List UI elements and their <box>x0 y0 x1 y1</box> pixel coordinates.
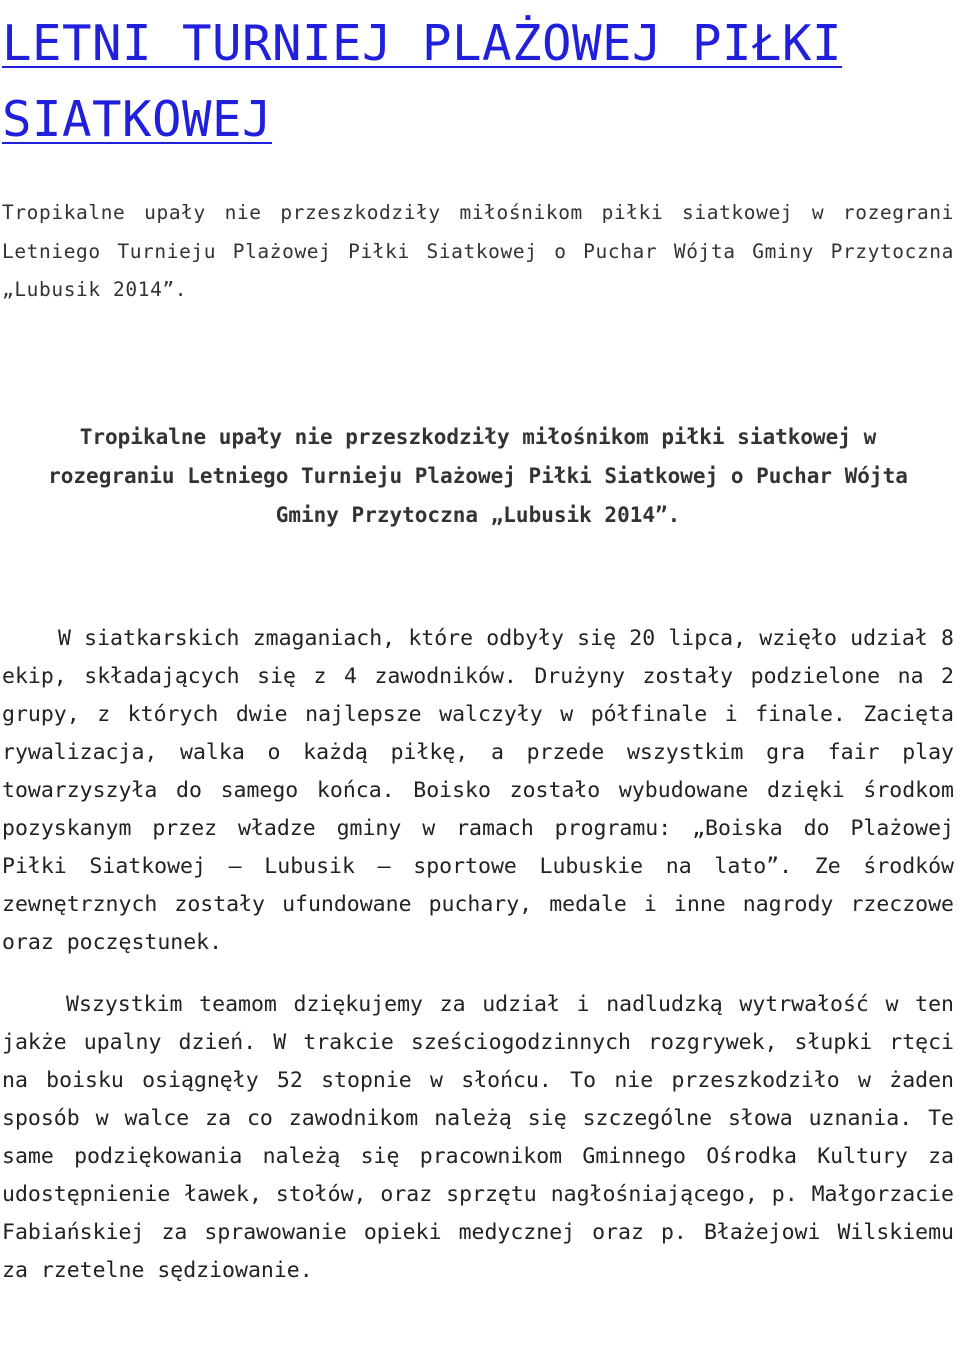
article-paragraph <box>2 986 954 1290</box>
article-paragraph <box>2 620 954 962</box>
paragraph-text: W siatkarskich zmaganiach, które odbyły się 20 lipca, wzięło udział 8 ekip, składających się z 4 zawodników. Drużyny zostały podzielone na 2 grupy, z których dwie najlepsze walczyły w półfinale i finale. Zacięta rywalizacja, walka o każdą piłkę, a przede wszystkim gra fair play towarzyszyła do samego końca. Boisko zostało wybudowane dzięki środkom pozyskanym przez władze gminy w ramach programu: „Boiska do Plażowej Piłki Siatkowej – Lubusik – sportowe Lubuskie na lato”. Ze środków zewnętrznych zostały ufundowane puchary, medale i inne nagrody rzeczowe oraz poczęstunek. <box>2 625 954 955</box>
article-lead: Tropikalne upały nie przeszkodziły miłośnikom piłki siatkowej w rozegraniu Letniego Turnieju Plażowej Piłki Siatkowej o Puchar Wójta Gminy Przytoczna „Lubusik 2014”. <box>48 424 908 527</box>
article-intro: Tropikalne upały nie przeszkodziły miłośnikom piłki siatkowej w rozegrani Letniego Turnieju Plażowej Piłki Siatkowej o Puchar Wójta Gminy Przytoczna „Lubusik 2014”. <box>2 201 954 301</box>
article-title-link[interactable]: LETNI TURNIEJ PLAŻOWEJ PIŁKI SIATKOWEJ <box>2 15 843 148</box>
paragraph-text: Wszystkim teamom dziękujemy za udział i nadludzką wytrwałość w ten jakże upalny dzień. W trakcie sześciogodzinnych rozgrywek, słupki rtęci na boisku osiągnęły 52 stopnie w słońcu. To nie przeszkodziło w żaden sposób w walce za co zawodnikom należą się szczególne słowa uznania. Te same podziękowania należą się pracownikom Gminnego Ośrodka Kultury za udostępnienie ławek, stołów, oraz sprzętu nagłośniającego, p. Małgorzacie Fabiańskiej za sprawowanie opieki medycznej oraz p. Błażejowi Wilskiemu za rzetelne sędziowanie. <box>2 991 954 1283</box>
